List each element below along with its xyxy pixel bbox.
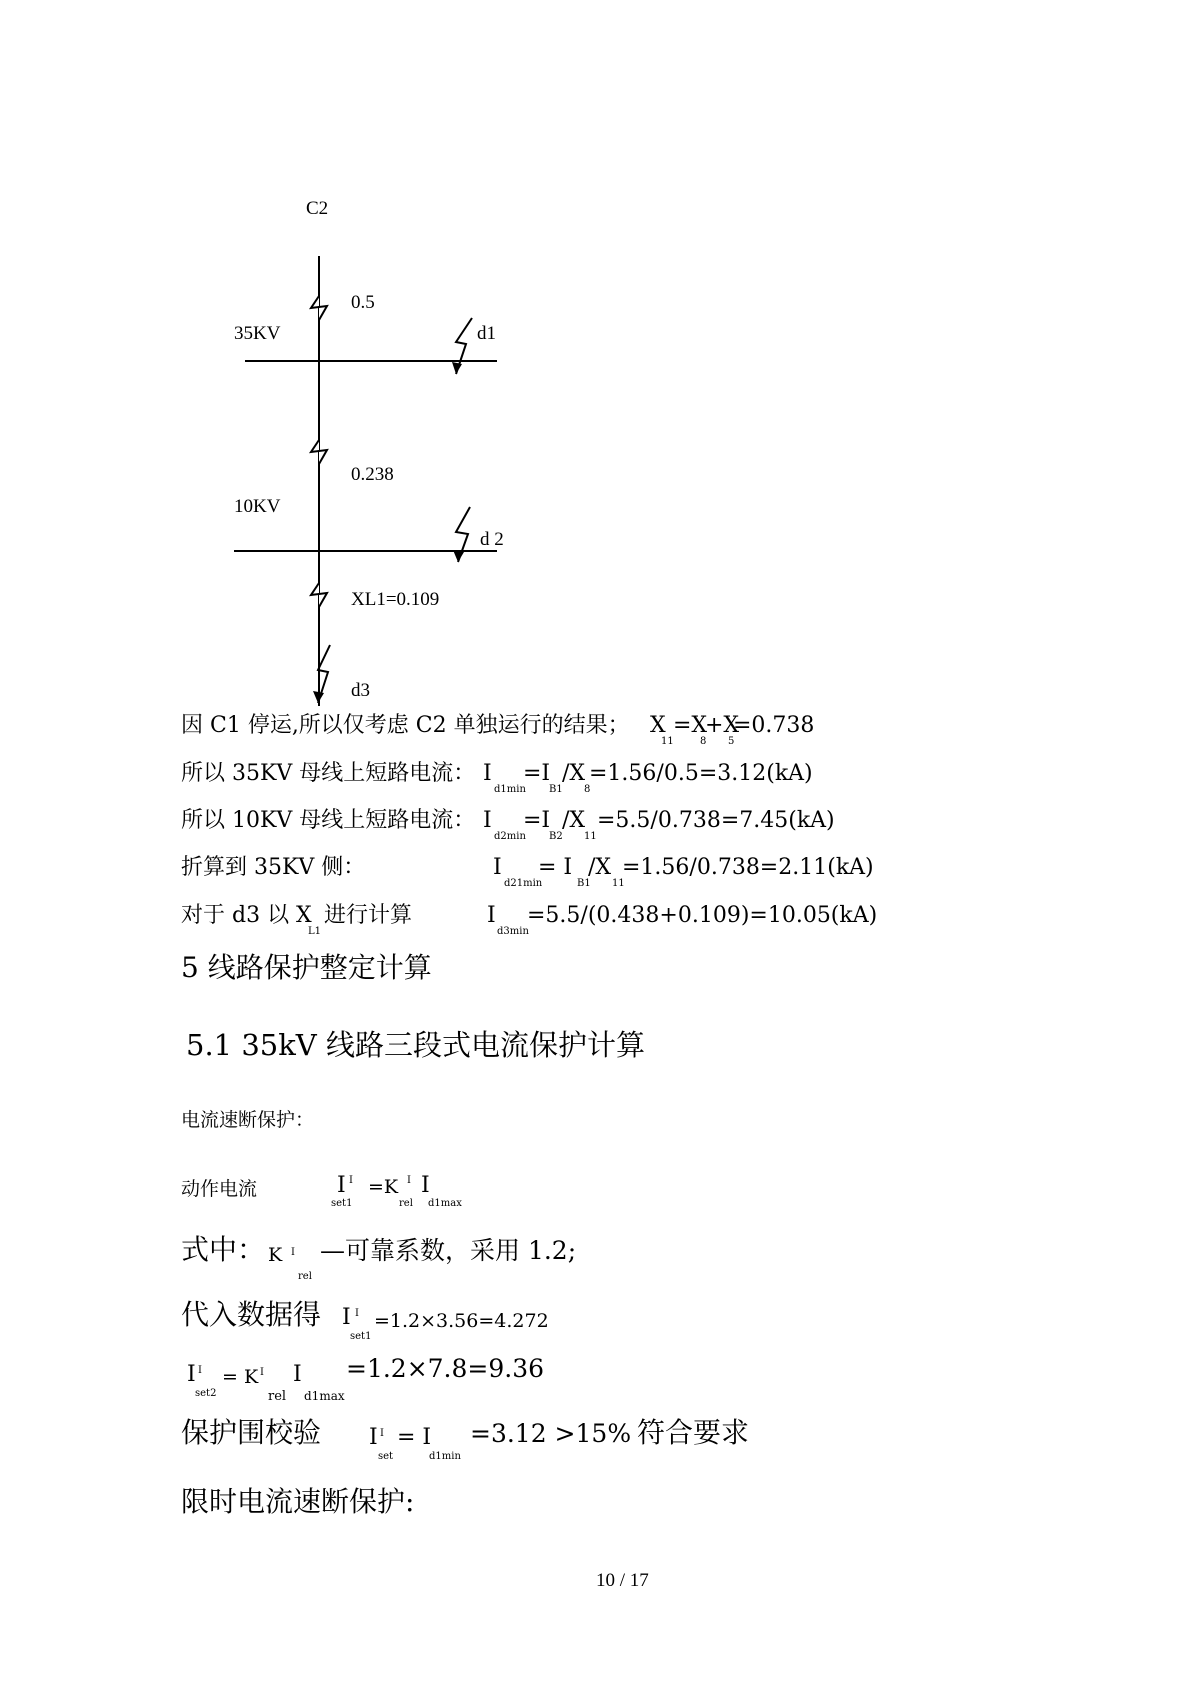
calc-line-5-value: =5.5/(0.438+0.109)=10.05(kA) — [527, 903, 878, 928]
formula-subscript: d1max — [428, 1198, 462, 1209]
formula-superscript: I — [291, 1247, 295, 1258]
heading-section-5-1: 5.1 35kV 线路三段式电流保护计算 — [186, 1028, 645, 1062]
impedance-0.238-symbol — [311, 440, 327, 464]
formula-symbol: I — [293, 1362, 302, 1387]
formula-superscript: I — [407, 1175, 411, 1186]
formula-symbol: I — [369, 1425, 378, 1450]
calc-line-5-subscript: d3min — [497, 926, 529, 937]
fault-d1-label: d1 — [477, 323, 496, 344]
calc-line-4-symbol: /X — [588, 855, 612, 880]
calc-line-3-symbol: =I — [523, 808, 551, 833]
range-check-result: 符合要求 — [637, 1416, 750, 1449]
formula-superscript: I — [349, 1175, 353, 1186]
substitute-value: =1.2×3.56=4.272 — [374, 1310, 549, 1332]
formula-symbol: I — [421, 1173, 430, 1198]
calc-line-1-symbol: +X — [705, 713, 740, 738]
formula-subscript: set — [378, 1451, 394, 1462]
formula-subscript: rel — [268, 1389, 287, 1404]
calc-line-3-symbol: /X — [562, 808, 586, 833]
time-limited-protection-label: 限时电流速断保护: — [181, 1485, 415, 1518]
formula-symbol: = I — [397, 1425, 432, 1450]
calc-line-4-symbol: = I — [538, 855, 573, 880]
calc-line-1-subscript: 11 — [661, 736, 674, 747]
formula-symbol: I — [342, 1305, 351, 1330]
impedance-0.238-label: 0.238 — [351, 464, 394, 485]
calc-line-3-text: 所以 10KV 母线上短路电流： — [181, 808, 476, 833]
formula-symbol: = K — [222, 1366, 259, 1388]
substitute-label: 代入数据得 — [181, 1298, 322, 1331]
formula-subscript: set1 — [350, 1331, 372, 1342]
range-check-label: 保护围校验 — [181, 1416, 322, 1449]
line-impedance-label: XL1=0.109 — [351, 589, 440, 610]
calc-line-4-symbol: I — [493, 855, 502, 880]
formula-symbol: I — [337, 1173, 346, 1198]
formula-subscript: d1min — [429, 1451, 461, 1462]
calc-line-4-subscript: B1 — [577, 878, 591, 889]
calc-line-1-subscript: 5 — [728, 736, 735, 747]
action-current-label: 动作电流 — [181, 1178, 258, 1200]
impedance-0.5-label: 0.5 — [351, 292, 375, 313]
where-label: 式中： — [181, 1233, 266, 1266]
instant-protection-label: 电流速断保护： — [181, 1109, 315, 1131]
formula-symbol: I — [187, 1362, 196, 1387]
fault-d1-arrow — [452, 318, 472, 374]
formula-superscript: I — [198, 1365, 202, 1376]
range-check-value: =3.12 >15% — [470, 1419, 632, 1448]
bus-35kv-label: 35KV — [234, 323, 281, 344]
calc-line-2-subscript: d1min — [494, 784, 526, 795]
impedance-0.5-symbol — [311, 296, 327, 320]
calc-line-4-value: =1.56/0.738=2.11(kA) — [622, 855, 874, 880]
calc-line-4-subscript: d21min — [504, 878, 543, 889]
calc-line-5-text: 对于 d3 以 X — [181, 903, 312, 928]
page-number: 10 / 17 — [596, 1570, 649, 1591]
fault-d2-label: d 2 — [480, 529, 504, 550]
calc-line-3-subscript: d2min — [494, 831, 526, 842]
calc-line-2-symbol: I — [483, 761, 492, 786]
calc-line-2-value: =1.56/0.5=3.12(kA) — [589, 761, 813, 786]
calc-line-1-symbol: =X — [673, 713, 708, 738]
formula-subscript: d1max — [304, 1389, 345, 1403]
formula-superscript: I — [380, 1428, 384, 1439]
formula-symbol: =K — [368, 1176, 399, 1198]
heading-section-5: 5 线路保护整定计算 — [181, 951, 432, 984]
formula-superscript: I — [355, 1308, 359, 1319]
calc-line-1-subscript: 8 — [700, 736, 707, 747]
calc-line-3-subscript: B2 — [549, 831, 563, 842]
reliability-description: —可靠系数，采用 1.2; — [320, 1236, 577, 1265]
calc-line-2-symbol: /X — [562, 761, 586, 786]
calc-line-1-text: 因 C1 停运,所以仅考虑 C2 单独运行的结果； — [181, 713, 630, 738]
reliability-k-symbol: K — [268, 1244, 283, 1266]
single-line-diagram — [0, 0, 1191, 720]
formula-superscript: I — [260, 1367, 264, 1378]
calc-line-2-text: 所以 35KV 母线上短路电流： — [181, 761, 476, 786]
calc-line-5-subscript: L1 — [308, 926, 322, 937]
calc-line-2-subscript: B1 — [549, 784, 563, 795]
formula-subscript: set1 — [331, 1198, 353, 1209]
calc-line-4-text: 折算到 35KV 侧： — [181, 855, 366, 880]
set2-value: =1.2×7.8=9.36 — [346, 1354, 545, 1383]
fault-d3-arrow — [313, 645, 330, 703]
calc-line-1-symbol: X — [650, 713, 666, 738]
formula-subscript: set2 — [195, 1388, 217, 1399]
bus-10kv-label: 10KV — [234, 496, 281, 517]
formula-subscript: rel — [399, 1198, 413, 1209]
calc-line-3-symbol: I — [483, 808, 492, 833]
calc-line-2-symbol: =I — [523, 761, 551, 786]
calc-line-3-value: =5.5/0.738=7.45(kA) — [597, 808, 835, 833]
calc-line-4-subscript: 11 — [612, 878, 625, 889]
fault-d2-arrow — [453, 507, 470, 562]
calc-line-2-subscript: 8 — [584, 784, 591, 795]
calc-line-5-symbol: I — [487, 903, 496, 928]
fault-d3-label: d3 — [351, 680, 370, 701]
impedance-xl1-symbol — [311, 583, 327, 607]
formula-subscript: rel — [298, 1271, 312, 1282]
source-c2-label: C2 — [306, 198, 329, 219]
calc-line-5-text-2: 进行计算 — [324, 903, 413, 928]
calc-line-1-value: =0.738 — [733, 713, 815, 738]
calc-line-3-subscript: 11 — [584, 831, 597, 842]
